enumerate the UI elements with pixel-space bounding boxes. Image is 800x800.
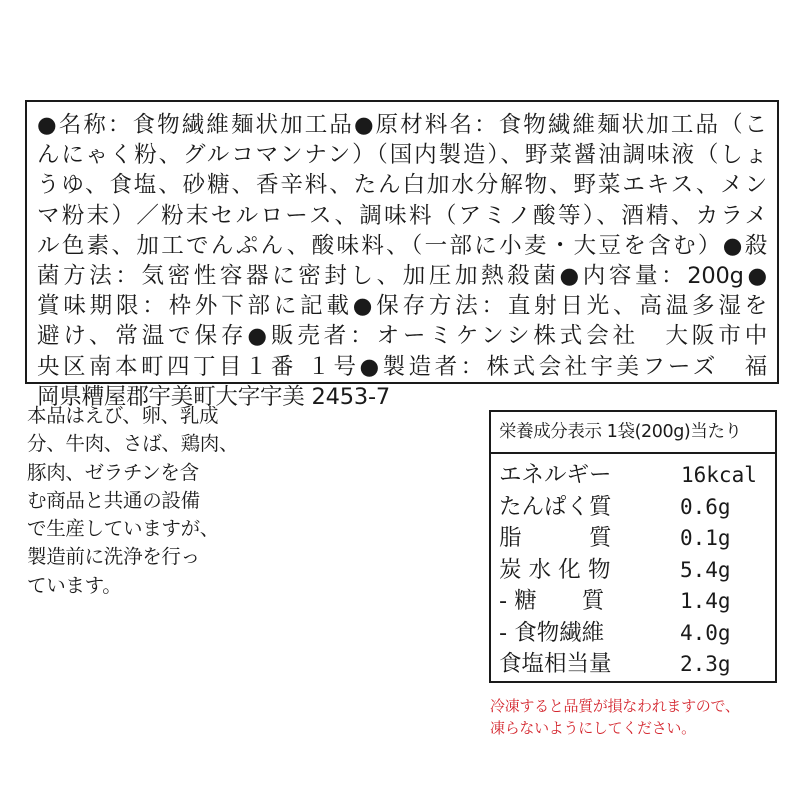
nutrition-value: 1.4g [680, 589, 731, 613]
ingredients-line: 菌方法：気密性容器に密封し、加圧加熱殺菌●内容量：200g● [37, 262, 767, 289]
nutrition-label: - 糖 質 [499, 588, 605, 614]
warning-line: 冷凍すると品質が損なわれますので、 [490, 697, 740, 715]
nutrition-value: 4.0g [680, 620, 731, 645]
ingredients-line: んにゃく粉、グルコマンナン）（国内製造）、野菜醤油調味液（しょ [37, 142, 767, 169]
nutrition-value: 2.3g [680, 652, 731, 676]
allergen-line: 分、牛肉、さば、鶏肉、 [27, 432, 239, 456]
nutrition-facts-table [489, 410, 777, 683]
nutrition-row [499, 618, 767, 650]
nutrition-value: 16kcal [681, 463, 757, 487]
nutrition-row [499, 523, 767, 555]
ingredients-line: ル色素、加工でんぷん、酸味料、（一部に小麦・大豆を含む）●殺 [37, 232, 767, 259]
ingredients-line: 避け、常温で保存●販売者：オーミケンシ株式会社 大阪市中 [37, 323, 767, 350]
nutrition-value: 0.6g [680, 494, 731, 519]
nutrition-label: エネルギー [499, 462, 612, 488]
nutrition-label: - 食物繊維 [499, 619, 605, 646]
ingredients-line: 賞味期限：枠外下部に記載●保存方法：直射日光、高温多湿を [37, 293, 767, 320]
allergen-line: む商品と共通の設備 [27, 488, 200, 512]
nutrition-header: 栄養成分表示 1袋(200g)当たり [491, 412, 775, 454]
nutrition-value: 0.1g [680, 526, 731, 550]
allergen-line: 製造前に洗浄を行っ [27, 545, 200, 569]
nutrition-row [499, 492, 767, 524]
nutrition-rows [491, 454, 775, 681]
allergen-line: ています。 [27, 573, 122, 597]
ingredients-line: 央区南本町四丁目１番 １号●製造者：株式会社宇美フーズ 福 [37, 353, 767, 380]
ingredients-line: 岡県糟屋郡宇美町大字宇美 2453-7 [37, 383, 391, 410]
allergen-line: 本品はえび、卵、乳成 [27, 404, 219, 427]
allergen-notice [27, 402, 307, 600]
warning-line: 凍らないようにしてください。 [490, 719, 696, 737]
nutrition-label: 食塩相当量 [499, 651, 612, 677]
nutrition-label: 脂 質 [499, 525, 612, 551]
ingredients-panel [25, 100, 779, 410]
allergen-line: で生産していますが、 [27, 517, 220, 541]
freezing-warning [490, 695, 790, 739]
allergen-line: 豚肉、ゼラチンを含 [27, 460, 199, 484]
nutrition-row [499, 649, 767, 681]
nutrition-value: 5.4g [680, 557, 731, 582]
nutrition-label: たんぱく質 [499, 493, 612, 520]
ingredients-line: うゆ、食塩、砂糖、香辛料、たん白加水分解物、野菜エキス、メン [37, 172, 767, 199]
ingredients-line: マ粉末）／粉末セルロース、調味料（アミノ酸等）、酒精、カラメ [37, 202, 767, 229]
nutrition-label: 炭 水 化 物 [499, 556, 611, 583]
nutrition-row [499, 460, 767, 492]
nutrition-row [499, 555, 767, 587]
nutrition-row [499, 586, 767, 618]
ingredients-line: ●名称：食物繊維麺状加工品●原材料名：食物繊維麺状加工品（こ [37, 112, 767, 138]
